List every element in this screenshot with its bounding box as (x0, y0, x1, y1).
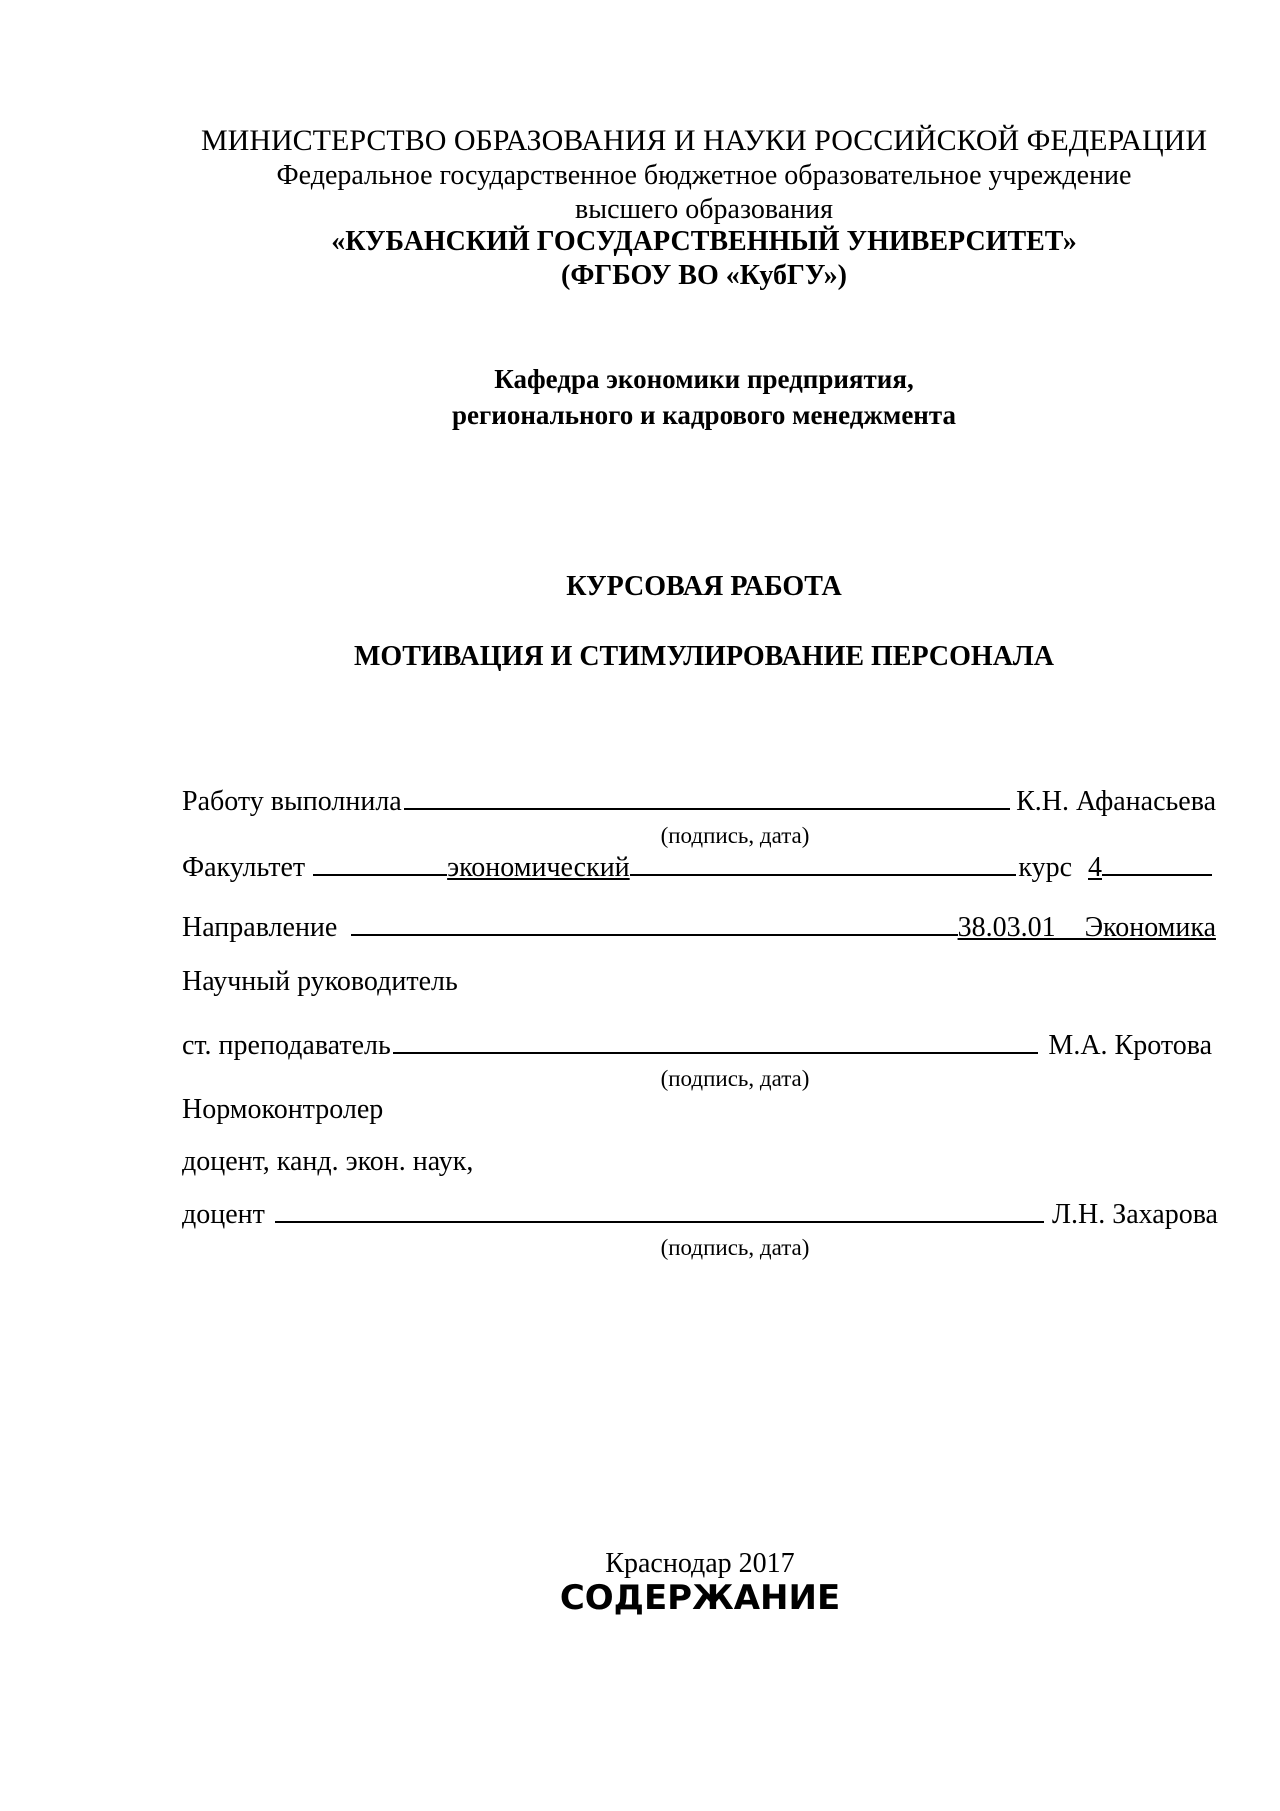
normcontrol-name: Л.Н. Захарова (1051, 1199, 1218, 1230)
faculty-label: Факультет (182, 852, 306, 883)
signature-line (404, 780, 1010, 810)
course-label: курс (1018, 852, 1072, 883)
normcontrol-position: доцент (182, 1199, 265, 1230)
supervisor-row (182, 1024, 1212, 1064)
faculty-blank-before (313, 846, 447, 876)
university-short-name: (ФГБОУ ВО «КубГУ») (561, 260, 847, 291)
ministry-heading: МИНИСТЕРСТВО ОБРАЗОВАНИЯ И НАУКИ РОССИЙСКОЙ ФЕДЕРАЦИИ (201, 124, 1207, 157)
direction-blank (351, 906, 957, 936)
performed-by-row (182, 780, 1216, 820)
course-blank (1102, 846, 1212, 876)
course-value: 4 (1088, 852, 1102, 883)
faculty-row (182, 846, 1212, 886)
direction-value: 38.03.01 Экономика (957, 912, 1216, 943)
contents-heading: СОДЕРЖАНИЕ (559, 1578, 841, 1618)
institution-line2: высшего образования (575, 194, 833, 225)
normcontrol-row (182, 1193, 1218, 1233)
performed-name: К.Н. Афанасьева (1016, 786, 1216, 817)
institution-line1: Федеральное государственное бюджетное образовательное учреждение (276, 160, 1132, 191)
supervisor-position: ст. преподаватель (182, 1030, 391, 1061)
signature-note: (подпись, дата) (660, 1066, 810, 1091)
university-name: «КУБАНСКИЙ ГОСУДАРСТВЕННЫЙ УНИВЕРСИТЕТ» (331, 226, 1077, 257)
signature-line (275, 1193, 1044, 1223)
direction-label: Направление (182, 912, 338, 943)
normcontrol-label: Нормоконтролер (182, 1094, 384, 1125)
normcontrol-degree: доцент, канд. экон. наук, (182, 1146, 474, 1177)
signature-note: (подпись, дата) (660, 1235, 810, 1260)
supervisor-name: М.А. Кротова (1048, 1030, 1212, 1061)
faculty-value: экономический (447, 852, 630, 883)
signature-note: (подпись, дата) (660, 823, 810, 848)
work-type: КУРСОВАЯ РАБОТА (566, 571, 842, 602)
city-year: Краснодар 2017 (605, 1548, 795, 1579)
supervisor-label: Научный руководитель (182, 966, 458, 997)
department-line2: регионального и кадрового менеджмента (452, 400, 956, 430)
performed-label: Работу выполнила (182, 786, 402, 817)
direction-row (182, 906, 1216, 946)
faculty-blank-after (630, 846, 1017, 876)
signature-line (393, 1024, 1039, 1054)
department-line1: Кафедра экономики предприятия, (494, 364, 914, 394)
work-title: МОТИВАЦИЯ И СТИМУЛИРОВАНИЕ ПЕРСОНАЛА (353, 641, 1055, 672)
